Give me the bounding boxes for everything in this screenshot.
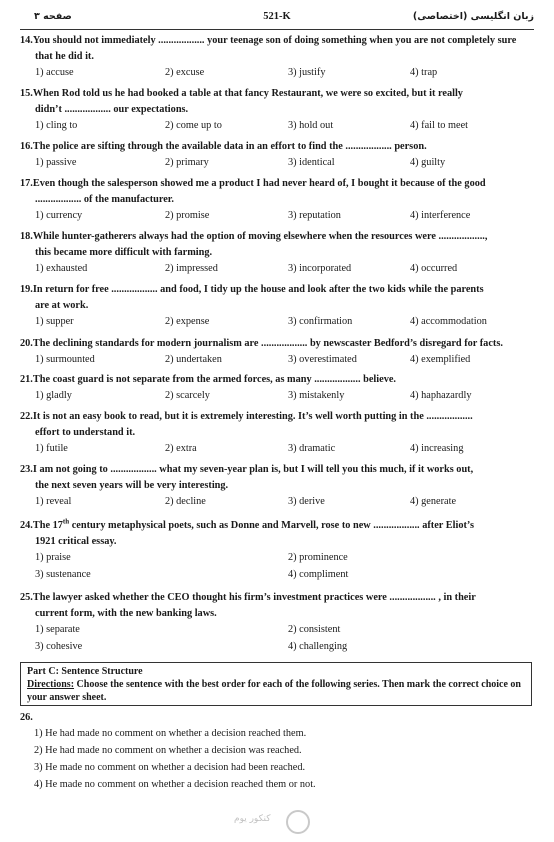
options-row (35, 550, 536, 567)
option-2[interactable]: 2) expense (165, 316, 210, 327)
question-number: 20. (20, 338, 33, 349)
sentence-option-3[interactable]: 3) He made no comment on whether a decision had been reached. (34, 762, 306, 773)
question-text: In return for free .................. and food, I tidy up the house and look after the two kids while the parents (32, 284, 484, 295)
option-3[interactable]: 3) dramatic (288, 443, 336, 454)
option-3[interactable]: 3) sustenance (35, 569, 91, 580)
option-3[interactable]: 3) derive (288, 496, 325, 507)
option-3[interactable]: 3) incorporated (288, 263, 352, 274)
option-2[interactable]: 2) scarcely (165, 390, 210, 401)
question-number: 25. (20, 592, 33, 603)
part-c-title: Part C: Sentence Structure (27, 666, 143, 677)
option-1[interactable]: 1) gladly (35, 390, 72, 401)
question-number: 21. (20, 374, 33, 385)
question-number: 18. (20, 231, 33, 242)
option-1[interactable]: 1) currency (35, 210, 83, 221)
question-number: 17. (20, 178, 33, 189)
option-4[interactable]: 4) interference (410, 210, 471, 221)
question-number: 23. (20, 464, 33, 475)
option-4[interactable]: 4) generate (410, 496, 457, 507)
option-1[interactable]: 1) futile (35, 443, 68, 454)
option-2[interactable]: 2) primary (165, 157, 209, 168)
option-3[interactable]: 3) justify (288, 67, 326, 78)
options-row (35, 155, 536, 171)
question-text-line2: that he did it. (35, 51, 94, 62)
option-2[interactable]: 2) excuse (165, 67, 205, 78)
question-text: The coast guard is not separate from the armed forces, as many .................. believe. (32, 374, 396, 385)
page-header (20, 11, 534, 29)
question-text: The lawyer asked whether the CEO thought his firm’s investment practices were .................. , in their (32, 592, 476, 603)
option-2[interactable]: 2) undertaken (165, 354, 222, 365)
page-number: صفحه ۳ (34, 11, 72, 22)
logo-icon (286, 810, 310, 834)
watermark-text: کنکور یوم (234, 814, 271, 824)
options-row (35, 622, 536, 639)
options-row (35, 65, 536, 81)
question-number: 14. (20, 35, 33, 46)
options-row (35, 494, 536, 510)
question-text-line2: this became more difficult with farming. (35, 247, 213, 258)
question-17 (20, 176, 536, 224)
question-text: The police are sifting through the available data in an effort to find the .................. person. (32, 141, 427, 152)
question-number: 19. (20, 284, 33, 295)
option-1[interactable]: 1) passive (35, 157, 77, 168)
question-number: 15. (20, 88, 33, 99)
question-number: 24. (20, 520, 33, 531)
question-16 (20, 139, 536, 171)
watermark (234, 808, 324, 834)
option-1[interactable]: 1) supper (35, 316, 74, 327)
option-4[interactable]: 4) increasing (410, 443, 464, 454)
option-2[interactable]: 2) consistent (288, 624, 341, 635)
option-1[interactable]: 1) exhausted (35, 263, 88, 274)
option-4[interactable]: 4) occurred (410, 263, 458, 274)
option-2[interactable]: 2) impressed (165, 263, 218, 274)
options-row (35, 118, 536, 134)
question-20 (20, 336, 536, 368)
option-4[interactable]: 4) challenging (288, 641, 348, 652)
part-c-box (20, 662, 532, 706)
option-3[interactable]: 3) hold out (288, 120, 334, 131)
question-22 (20, 409, 536, 457)
question-24 (20, 518, 536, 584)
question-text: When Rod told us he had booked a table at that fancy Restaurant, we were so excited, but it really (32, 88, 463, 99)
option-4[interactable]: 4) fail to meet (410, 120, 469, 131)
option-4[interactable]: 4) accommodation (410, 316, 487, 327)
options-row (35, 261, 536, 277)
question-23 (20, 462, 536, 510)
question-text-line2: .................. of the manufacturer. (35, 194, 174, 205)
option-3[interactable]: 3) overestimated (288, 354, 357, 365)
option-2[interactable]: 2) come up to (165, 120, 222, 131)
question-text: I am not going to .................. what my seven-year plan is, but I will tell you this much, if it works out, (32, 464, 474, 475)
question-14 (20, 33, 536, 81)
question-text-line2: the next seven years will be very interesting. (35, 480, 229, 491)
option-4[interactable]: 4) compliment (288, 569, 349, 580)
option-4[interactable]: 4) exemplified (410, 354, 471, 365)
option-3[interactable]: 3) confirmation (288, 316, 353, 327)
option-4[interactable]: 4) trap (410, 67, 438, 78)
header-rule (20, 29, 534, 30)
options-row (35, 208, 536, 224)
option-1[interactable]: 1) separate (35, 624, 80, 635)
question-text: While hunter-gatherers always had the option of moving elsewhere when the resources were .................., (32, 231, 488, 242)
sentence-option-2[interactable]: 2) He had made no comment on whether a decision was reached. (34, 745, 302, 756)
question-25 (20, 590, 536, 656)
question-text: The 17 (32, 520, 63, 531)
question-text-line2: current form, with the new banking laws. (35, 608, 217, 619)
question-text-line2: are at work. (35, 300, 89, 311)
option-3[interactable]: 3) identical (288, 157, 335, 168)
directions-label: Directions: (27, 679, 75, 690)
directions-text: Choose the sentence with the best order for each of the following series. Then mark the correct choice on your answer sheet. (27, 679, 521, 703)
option-2[interactable]: 2) prominence (288, 552, 348, 563)
options-row (35, 314, 536, 330)
subject-title: زبان انگلیسی (اختصاصی) (412, 11, 534, 22)
superscript: th (62, 517, 70, 526)
sentence-option-1[interactable]: 1) He had made no comment on whether a decision reached them. (34, 728, 307, 739)
option-3[interactable]: 3) cohesive (35, 641, 83, 652)
option-3[interactable]: 3) reputation (288, 210, 341, 221)
exam-code: 521-K (263, 11, 291, 22)
question-text-line2: effort to understand it. (35, 427, 136, 438)
options-row (35, 352, 536, 368)
options-row (35, 388, 536, 404)
question-text: It is not an easy book to read, but it is extremely interesting. It’s well worth putting in the .................. (32, 411, 473, 422)
option-1[interactable]: 1) reveal (35, 496, 72, 507)
option-4[interactable]: 4) haphazardly (410, 390, 472, 401)
question-26-number: 26. (20, 712, 33, 723)
options-row (35, 441, 536, 457)
question-text: You should not immediately .................. your teenage son of doing something when you are not completely sure (32, 35, 517, 46)
option-1[interactable]: 1) praise (35, 552, 71, 563)
option-4[interactable]: 4) guilty (410, 157, 446, 168)
option-2[interactable]: 2) decline (165, 496, 206, 507)
question-15 (20, 86, 536, 134)
options-row (35, 639, 536, 656)
question-text-cont: century metaphysical poets, such as Donne and Marvell, rose to new .................. after Eliot’s (69, 520, 474, 531)
option-2[interactable]: 2) extra (165, 443, 197, 454)
option-1[interactable]: 1) cling to (35, 120, 78, 131)
question-19 (20, 282, 536, 330)
option-3[interactable]: 3) mistakenly (288, 390, 345, 401)
question-text-line2: didn’t .................. our expectations. (35, 104, 189, 115)
question-number: 16. (20, 141, 33, 152)
question-text: Even though the salesperson showed me a product I had never heard of, I bought it because of the good (32, 178, 486, 189)
question-text-line2: 1921 critical essay. (35, 536, 117, 547)
option-1[interactable]: 1) surmounted (35, 354, 95, 365)
option-1[interactable]: 1) accuse (35, 67, 74, 78)
question-number: 22. (20, 411, 33, 422)
question-text: The declining standards for modern journalism are .................. by newscaster Bedford’s disregard for facts. (32, 338, 503, 349)
options-row (35, 567, 536, 584)
question-18 (20, 229, 536, 277)
sentence-option-4[interactable]: 4) He made no comment on whether a decision reached them or not. (34, 779, 316, 790)
option-2[interactable]: 2) promise (165, 210, 210, 221)
question-21 (20, 372, 536, 404)
